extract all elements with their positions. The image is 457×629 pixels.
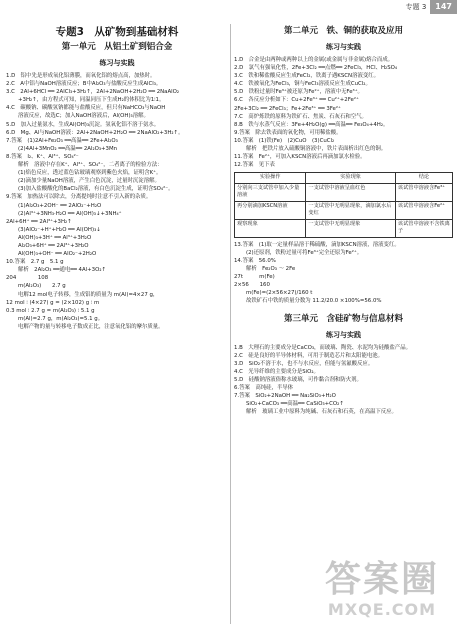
- answer-line: 2Al+6H⁺ ══ 2Al³⁺+3H₂↑: [6, 218, 72, 225]
- answer-line: 3.C 2Al+6HCl ══ 2AlCl₃+3H₂↑，2Al+2NaOH+2H₂O ══ 2NaAlO₂: [6, 89, 180, 96]
- answer-line: 12.答案 见下表: [234, 162, 275, 169]
- answer-line: 9.答案 加热法可以除去，分离提纯时注意不引入新的杂质。: [6, 194, 152, 201]
- page-number: 147: [430, 0, 457, 14]
- unit2-title: 第二单元 铁、铜的获取及应用: [283, 26, 403, 36]
- unit2-practice-heading: 练习与实践: [326, 43, 361, 51]
- answer-line: 4.C 光导纤维的主要成分是SiO₂。: [234, 368, 319, 375]
- answer-line: 2Fe+3Cl₂ ══ 2FeCl₃；Fe+2Fe³⁺ ══ 3Fe²⁺: [234, 105, 341, 112]
- answer-line: 10.答案 2.7 g 5.1 g: [6, 259, 64, 266]
- table-row: [235, 201, 453, 219]
- table-cell: 分别向三支试管中加入少量溶液: [235, 183, 306, 201]
- answer-line: (2)滴加少量NaOH溶液，产生白色沉淀，过量时沉淀溶解。: [18, 178, 160, 185]
- answer-line: 5.D 铁粉过量时Fe³⁺被还原为Fe²⁺，溶液中无Fe³⁺。: [234, 89, 363, 96]
- answer-line: 12 mol ∶ (4×27) g = (2×102) g ∶ m: [6, 299, 100, 306]
- answer-line: 6.D Mg、Al与NaOH溶液：2Al+2NaOH+2H₂O ══ 2NaAlO₂+3H₂↑。: [6, 129, 184, 136]
- answer-line: (1)焰色反应，透过蓝色钴玻璃观察到紫色火焰，证明含K⁺。: [18, 170, 162, 177]
- table-header-cell: 结论: [395, 173, 452, 184]
- answer-line: 解析 溶液中存在K⁺、Al³⁺、SO₄²⁻，二者离子的检验方法：: [18, 162, 163, 169]
- table-cell: 该试管中溶液含Fe²⁺: [395, 201, 452, 219]
- answer-line: m(Al)=2.7 g，m(Al₂O₃)=5.1 g。: [18, 315, 104, 322]
- answer-line: 解析 玻璃工业中原料为纯碱、石灰石和石英，在高温下反应。: [246, 409, 397, 416]
- answer-line: 解析 2Al₂O₃ ══通电══ 4Al+3O₂↑: [18, 267, 107, 274]
- chapter-label: 专题 3: [405, 3, 427, 11]
- answer-line: 电解产物的量与转移电子数成正比，注意氧化铝的摩尔质量。: [18, 323, 164, 330]
- table-header-cell: 实验操作: [235, 173, 306, 184]
- answer-line: 2×56 160: [234, 282, 270, 289]
- table-header-row: [235, 173, 453, 184]
- left-column: [6, 20, 228, 331]
- answer-line: 1.B 大理石的主要成分是CaCO₃，而玻璃、陶瓷、水泥均为硅酸盐产品。: [234, 344, 412, 351]
- answer-line: (2)Al³⁺+3NH₃·H₂O ══ Al(OH)₃↓+3NH₄⁺: [18, 210, 122, 217]
- page-header: [406, 0, 457, 14]
- answer-line: 7.答案 SiO₂+2NaOH ══ Na₂SiO₃+H₂O: [234, 393, 336, 400]
- answer-line: 电解12 mol电子转移，生成铝的质量为 m(Al)=4×27 g，: [18, 291, 159, 298]
- answer-line: +3H₂↑，由方程式可知，同温同压下生成H₂的体积比为1∶1。: [18, 97, 165, 104]
- unit3-answer-lines: [234, 344, 453, 417]
- unit2-answer-lines: [234, 56, 453, 169]
- answer-line: 2.D 氯气有强氧化性，2Fe+3Cl₂ ══点燃══ 2FeCl₃，HCl、H₂SO₄: [234, 65, 398, 72]
- answer-line: 8.答案 I₂、K⁺、Al³⁺、SO₄²⁻: [6, 153, 79, 160]
- table-header-cell: 实验现象: [306, 173, 396, 184]
- answer-line: 204 108: [6, 275, 49, 282]
- site-watermark: [325, 560, 439, 619]
- answer-line: 27t m(Fe): [234, 274, 275, 281]
- answer-line: 1.D 铝中先是形成氧化铝薄膜，而氧化铝的熔点高，加热时。: [6, 73, 156, 79]
- answer-line: 13.答案 (1)取一定量样品溶于稀硫酸，滴加KSCN溶液，溶液变红。: [234, 241, 400, 248]
- table-cell: 一支试管中无明显现象，滴加氯水后变红: [306, 201, 396, 219]
- table-cell: 该试管中溶液不含铁离子: [395, 219, 452, 237]
- table-cell: 再分别滴加KSCN溶液: [235, 201, 306, 219]
- answer-line: 1.D 合金是由两种或两种以上的金属(或金属与非金属)熔合而成。: [234, 57, 394, 63]
- answer-line: 故铁矿石中铁的质量分数为 11.2/20.0 ×100%=56.0%: [246, 298, 382, 305]
- table-cell: 观察现象: [235, 219, 306, 237]
- table-cell: 一支试管中溶液呈血红色: [306, 183, 396, 201]
- answer-line: 解析 Fe₂O₃ ～ 2Fe: [246, 266, 296, 273]
- unit3-title: 第三单元 含硅矿物与信息材料: [283, 313, 403, 324]
- answer-line: m(Al₂O₃) 2.7 g: [18, 283, 66, 290]
- answer-line: 6.C 各反应分析如下：Cu+2Fe³⁺ ══ Cu²⁺+2Fe²⁺: [234, 97, 359, 104]
- answer-line: 14.答案 56.0%: [234, 258, 276, 264]
- answer-line: SiO₂+CaCO₃ ══高温══ CaSiO₃+CO₂↑: [246, 401, 344, 408]
- section-title: 专题3 从矿物到基础材料: [55, 26, 179, 38]
- table-row: [235, 183, 453, 201]
- answer-line: Al(OH)₃+3H⁺ ══ Al³⁺+3H₂O: [18, 234, 92, 241]
- table-cell: 该试管中溶液含Fe³⁺: [395, 183, 452, 201]
- answer-line: 溶液反应，故选C；加入NaOH溶液后，Al(OH)₃溶解。: [18, 113, 149, 120]
- answer-line: 解析 把铁片放入硫酸铜溶液中，铁片表面析出红色的铜。: [246, 146, 387, 153]
- answer-line: 2.C A中铝与NaOH溶液反应；B中Al₂O₃与盐酸反应生成AlCl₃。: [6, 81, 162, 88]
- watermark-domain: MXQE.COM: [327, 600, 437, 619]
- answer-line: 5.D 加入过量氨水，生成Al(OH)₃沉淀。氢氧化铝不溶于氨水。: [6, 121, 160, 128]
- answer-line: (2)还原剂，铁粉过量可将Fe³⁺完全还原为Fe²⁺。: [246, 249, 363, 256]
- answer-line: 2.C 硅是良好的半导体材料，可用于制造芯片和太阳能电池。: [234, 352, 384, 359]
- answer-line: 5.D 硅酸钠溶液俗称水玻璃，可作黏合剂和防火剂。: [234, 376, 362, 383]
- answer-line: 7.C 高炉炼铁的原料为铁矿石、焦炭、石灰石和空气。: [234, 113, 367, 120]
- answer-line: 4.C 铁被氧化为FeCl₃，铜与FeCl₃溶液反应生成CuCl₂。: [234, 81, 371, 88]
- answer-line: 3.C 铁和稀盐酸反应生成FeCl₂，铁离子遇KSCN溶液变红。: [234, 73, 380, 80]
- answer-line: m(Fe)=(2×56×27)/160 t: [246, 290, 313, 297]
- answer-line: 9.答案 除去铁表面的氧化物，可用稀盐酸。: [234, 129, 342, 136]
- watermark-logo-text: 答案圈: [324, 559, 439, 600]
- answer-line: (1)Al₂O₃+2OH⁻ ══ 2AlO₂⁻+H₂O: [18, 202, 102, 209]
- answer-line: (2)4Al+3MnO₂ ══高温══ 2Al₂O₃+3Mn: [18, 145, 118, 152]
- left-answer-lines: [6, 72, 228, 331]
- experiment-table: [234, 172, 453, 238]
- answer-line: 11.答案 Fe²⁺，可加入KSCN溶液后再滴加氯水检验。: [234, 154, 366, 161]
- answer-line: Al₂O₃+6H⁺ ══ 2Al³⁺+3H₂O: [18, 242, 89, 249]
- answer-line: 0.3 mol ∶ 2.7 g = m(Al₂O₃) ∶ 5.1 g: [6, 307, 95, 314]
- unit2-more-answer-lines: [234, 241, 453, 306]
- table-row: [235, 219, 453, 237]
- answer-line: 4.C 碳酸钠、碳酸氢钠都能与盐酸反应，但只有NaHCO₃与NaOH: [6, 105, 166, 112]
- unit1-practice-heading: 练习与实践: [99, 59, 135, 67]
- unit1-title: 第一单元 从铝土矿到铝合金: [61, 42, 173, 52]
- answer-line: 8.B 铁与水蒸气反应：3Fe+4H₂O(g) ══高温══ Fe₃O₄+4H₂。: [234, 121, 389, 128]
- answer-line: (3)加入盐酸酸化的BaCl₂溶液，有白色沉淀生成，证明含SO₄²⁻。: [18, 186, 174, 193]
- table-cell: 一支试管中无明显现象: [306, 219, 396, 237]
- answer-line: 3.D SiO₂不溶于水，也不与水反应，但能与氢氟酸反应。: [234, 360, 374, 367]
- answer-line: (3)AlO₂⁻+H⁺+H₂O ══ Al(OH)₃↓: [18, 226, 101, 233]
- unit3-practice-heading: 练习与实践: [326, 330, 361, 339]
- answer-line: Al(OH)₃+OH⁻ ══ AlO₂⁻+2H₂O: [18, 251, 97, 258]
- answer-line: 10.答案 (1)铁(Fe) (2)CuO (3)CuCl₂: [234, 137, 335, 144]
- column-divider: [230, 24, 231, 624]
- answer-line: 6.答案 高纯硅，半导体: [234, 385, 294, 392]
- right-column: [234, 20, 453, 416]
- answer-line: 7.答案 (1)2Al+Fe₂O₃ ══高温══ 2Fe+Al₂O₃: [6, 137, 118, 144]
